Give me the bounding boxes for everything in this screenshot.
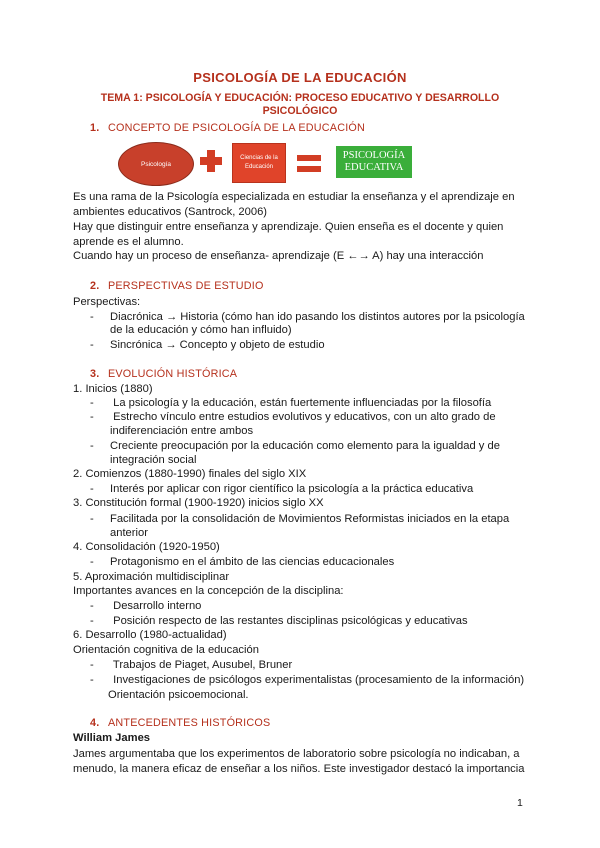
equals-icon (297, 155, 321, 161)
evolucion-item: 5. Aproximación multidisciplinar (73, 571, 230, 583)
list-item-cont: indiferenciación entre ambos (110, 425, 254, 437)
list-item: - Creciente preocupación por la educación como elemento para la igualdad y de (90, 440, 500, 452)
psicologia-educativa-box: PSICOLOGÍA EDUCATIVA (336, 146, 412, 178)
plus-icon-bar (200, 157, 222, 165)
section-heading-4: 4. ANTECEDENTES HISTÓRICOS (90, 717, 271, 729)
concepto-line: ambientes educativos (Santrock, 2006) (73, 206, 268, 218)
document-subtitle: TEMA 1: PSICOLOGÍA Y EDUCACIÓN: PROCESO EDUCATIVO Y DESARROLLO PSICOLÓGICO (100, 92, 500, 117)
ciencias-educacion-box: Ciencias de la Educación (232, 143, 286, 183)
list-item-cont: Orientación psicoemocional. (108, 689, 249, 701)
paragraph-line: James argumentaba que los experimentos de laboratorio sobre psicología no indicaban, a (73, 748, 520, 760)
concepto-line: Hay que distinguir entre enseñanza y aprendizaje. Quien enseña es el docente y quien (73, 221, 504, 233)
evolucion-item: 6. Desarrollo (1980-actualidad) (73, 629, 227, 641)
equals-icon-bar (297, 166, 321, 172)
evolucion-item: 3. Constitución formal (1900-1920) inicios siglo XX (73, 497, 324, 509)
list-item: - Desarrollo interno (90, 600, 202, 612)
list-item: - Trabajos de Piaget, Ausubel, Bruner (90, 659, 293, 671)
list-item: - Protagonismo en el ámbito de las ciencias educacionales (90, 556, 395, 568)
list-item: - Investigaciones de psicólogos experimentalistas (procesamiento de la información) (90, 674, 525, 686)
list-item: - Facilitada por la consolidación de Movimientos Reformistas iniciados en la etapa (90, 513, 510, 525)
evolucion-item: 4. Consolidación (1920-1950) (73, 541, 220, 553)
list-item: - Diacrónica → Historia (cómo han ido pasando los distintos autores por la psicología (90, 311, 525, 323)
evolucion-item: 1. Inicios (1880) (73, 383, 153, 395)
concepto-line: Es una rama de la Psicología especializada en estudiar la enseñanza y el aprendizaje en (73, 191, 515, 203)
evolucion-item: 2. Comienzos (1880-1990) finales del siglo XIX (73, 468, 307, 480)
list-item: - La psicología y la educación, están fuertemente influenciadas por la filosofía (90, 397, 492, 409)
perspectivas-intro: Perspectivas: (73, 296, 141, 308)
page-number: 1 (517, 797, 523, 809)
section-heading-2: 2. PERSPECTIVAS DE ESTUDIO (90, 280, 264, 292)
section-heading-3: 3. EVOLUCIÓN HISTÓRICA (90, 368, 238, 380)
evolucion-item: Orientación cognitiva de la educación (73, 644, 259, 656)
list-item: - Interés por aplicar con rigor científico la psicología a la práctica educativa (90, 483, 474, 495)
document-title: PSICOLOGÍA DE LA EDUCACIÓN (193, 70, 407, 85)
paragraph-line: menudo, la manera eficaz de enseñar a los niños. Este investigador destacó la importancia (73, 763, 525, 775)
list-item-cont: de la educación y cómo han influido) (110, 324, 292, 336)
list-item-cont: integración social (110, 454, 197, 466)
list-item: - Posición respecto de las restantes disciplinas psicológicas y educativas (90, 615, 468, 627)
concepto-line: aprende es el alumno. (73, 236, 184, 248)
author-heading: William James (73, 732, 151, 744)
psicologia-ellipse: Psicología (118, 142, 194, 186)
section-heading-1: 1. CONCEPTO DE PSICOLOGÍA DE LA EDUCACIÓN (90, 122, 365, 134)
list-item-cont: anterior (110, 527, 148, 539)
concepto-line: Cuando hay un proceso de enseñanza- aprendizaje (E ←→ A) hay una interacción (73, 250, 484, 262)
list-item: - Sincrónica → Concepto y objeto de estudio (90, 339, 325, 351)
list-item: - Estrecho vínculo entre estudios evolutivos y educativos, con un alto grado de (90, 411, 496, 423)
evolucion-item: Importantes avances en la concepción de la disciplina: (73, 585, 344, 597)
